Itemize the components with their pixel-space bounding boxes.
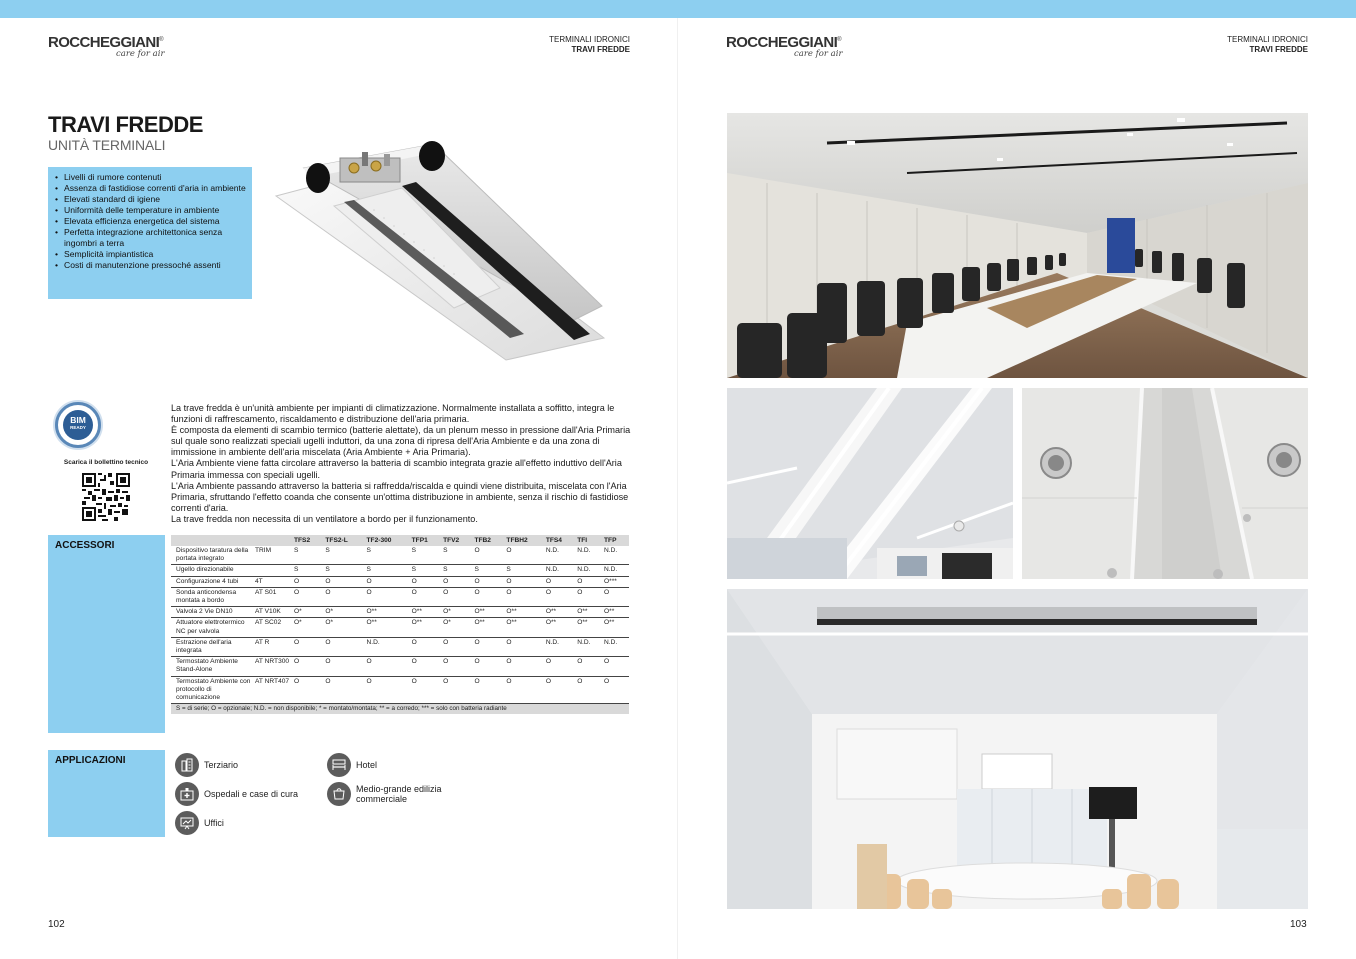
table-cell: N.D. bbox=[575, 637, 602, 656]
table-row-code: AT V10K bbox=[253, 607, 292, 618]
benefit-item: • Costi di manutenzione pressoché assenti bbox=[54, 260, 246, 271]
table-cell: S bbox=[410, 546, 441, 565]
table-cell: O bbox=[441, 587, 472, 606]
table-cell: O** bbox=[602, 607, 629, 618]
top-color-bar bbox=[0, 0, 1356, 18]
benefit-item: • Assenza di fastidiose correnti d'aria in ambiente bbox=[54, 183, 246, 194]
page-title: TRAVI FREDDE bbox=[48, 112, 203, 137]
table-cell: O bbox=[472, 546, 504, 565]
table-cell: O bbox=[441, 676, 472, 704]
table-cell: O bbox=[292, 587, 323, 606]
table-cell: S bbox=[292, 546, 323, 565]
table-cell: O bbox=[575, 576, 602, 587]
table-cell: O bbox=[504, 657, 543, 676]
presentation-board-icon bbox=[175, 811, 199, 835]
benefits-box bbox=[48, 167, 252, 299]
table-cell: O bbox=[441, 637, 472, 656]
application-hotel: Hotel bbox=[327, 753, 377, 777]
table-cell: O bbox=[504, 576, 543, 587]
table-cell: O bbox=[365, 587, 410, 606]
table-cell: O bbox=[472, 587, 504, 606]
table-cell: O bbox=[410, 657, 441, 676]
application-commerciale: Medio-grande edilizia commerciale bbox=[327, 782, 466, 806]
table-legend-row bbox=[171, 704, 629, 715]
table-cell: O bbox=[292, 676, 323, 704]
table-cell: O bbox=[504, 587, 543, 606]
table-cell: O bbox=[365, 676, 410, 704]
table-row-label: Estrazione dell'aria integrata bbox=[171, 637, 253, 656]
accessories-table: TFS2 TFS2-L TF2-300 TFP1 TFV2 TFB2 TFBH2 TFS4 TFI TFP Dispositivo taratura della portata integrato TRIM S S S S S O O N.D. N.D. N.D. Ugello direzionabile S S S S S S S N.D. N.D. N.D. Configurazione 4 tubi 4T O O O O O O O O O O*** Sonda anticondensa montata a bordo AT S01 O O O O O O O O O O Valvola 2 Vie DN10 AT V10K O* O* O** O** O* O** O** O** O** O** Attuatore elettrotermico NC per valvola AT SC02 O* O* O** O** O* O** O** O** O** O** Estrazione dell'aria integrata AT R O O N.D. O O O O N.D. N.D. N.D. Termostato Ambiente Stand-Alone AT NRT300 O O O O O O O O O O Termostato Ambiente con protocollo di comunicazione AT NRT407 O O O O O O O O O O S = di serie; O = opzionale; N.D. = non disponibile; * = montato/montata; ** = a corredo; *** = solo con batteria radiante bbox=[171, 535, 629, 714]
table-cell: O bbox=[472, 576, 504, 587]
table-cell: O* bbox=[441, 618, 472, 637]
table-cell: O* bbox=[323, 618, 364, 637]
section-label-left: TERMINALI IDRONICI TRAVI FREDDE bbox=[549, 35, 630, 54]
application-terziario: Terziario bbox=[175, 753, 238, 777]
table-cell: N.D. bbox=[602, 565, 629, 576]
table-row-label: Termostato Ambiente Stand-Alone bbox=[171, 657, 253, 676]
table-row bbox=[171, 565, 629, 576]
table-cell: S bbox=[410, 565, 441, 576]
table-cell: O bbox=[323, 657, 364, 676]
table-row-code: 4T bbox=[253, 576, 292, 587]
table-cell: O** bbox=[472, 607, 504, 618]
table-cell: O bbox=[504, 546, 543, 565]
qr-download-label: Scarica il bollettino tecnico bbox=[63, 459, 149, 466]
table-cell: N.D. bbox=[544, 546, 575, 565]
table-cell: O** bbox=[602, 618, 629, 637]
table-cell: N.D. bbox=[575, 546, 602, 565]
table-cell: O bbox=[602, 657, 629, 676]
table-cell: O bbox=[410, 587, 441, 606]
table-cell: O** bbox=[544, 607, 575, 618]
benefit-item: • Elevata efficienza energetica del sistema bbox=[54, 216, 246, 227]
table-cell: O bbox=[504, 637, 543, 656]
page-subtitle: UNITÀ TERMINALI bbox=[48, 137, 166, 153]
table-cell: O bbox=[323, 576, 364, 587]
benefit-item: • Elevati standard di igiene bbox=[54, 194, 246, 205]
table-cell: S bbox=[365, 565, 410, 576]
page-spine bbox=[677, 18, 678, 959]
table-cell: O bbox=[472, 657, 504, 676]
table-row-label: Sonda anticondensa montata a bordo bbox=[171, 587, 253, 606]
table-row bbox=[171, 546, 629, 565]
table-cell: O* bbox=[323, 607, 364, 618]
table-row-code: AT NRT407 bbox=[253, 676, 292, 704]
bim-ready-badge[interactable]: BIM READY bbox=[55, 402, 101, 448]
table-row-code bbox=[253, 565, 292, 576]
table-row-code: AT NRT300 bbox=[253, 657, 292, 676]
table-cell: O** bbox=[410, 618, 441, 637]
table-cell: O bbox=[323, 587, 364, 606]
table-cell: O** bbox=[504, 618, 543, 637]
table-row bbox=[171, 576, 629, 587]
table-cell: O* bbox=[292, 618, 323, 637]
section-label-right: TERMINALI IDRONICI TRAVI FREDDE bbox=[1227, 35, 1308, 54]
table-cell: O bbox=[410, 676, 441, 704]
table-cell: S bbox=[365, 546, 410, 565]
table-cell: S bbox=[323, 546, 364, 565]
table-cell: O bbox=[544, 676, 575, 704]
office-building-icon bbox=[175, 753, 199, 777]
table-cell: N.D. bbox=[544, 565, 575, 576]
benefit-item: • Semplicità impiantistica bbox=[54, 249, 246, 260]
table-cell: O bbox=[472, 637, 504, 656]
hospital-icon bbox=[175, 782, 199, 806]
table-cell: O bbox=[292, 576, 323, 587]
shopping-icon bbox=[327, 782, 351, 806]
table-row-code: AT S01 bbox=[253, 587, 292, 606]
table-row bbox=[171, 637, 629, 656]
table-cell: O** bbox=[575, 618, 602, 637]
table-cell: O bbox=[575, 587, 602, 606]
table-cell: O** bbox=[410, 607, 441, 618]
conference-room-photo bbox=[727, 113, 1308, 378]
table-row bbox=[171, 607, 629, 618]
table-cell: O bbox=[441, 576, 472, 587]
table-cell: O bbox=[292, 657, 323, 676]
table-cell: N.D. bbox=[544, 637, 575, 656]
page-number-left: 102 bbox=[48, 919, 65, 930]
product-description: La trave fredda è un'unità ambiente per impianti di climatizzazione. Normalmente installata a soffitto, integra le funzioni di raffrescamento, riscaldamento e distribuzione dell'aria primaria. È composta da elementi di scambio termico (batterie alettate), da un plenum messo in pressione dall'Aria Primaria sul quale sono realizzati speciali ugelli induttori, da una zona di ripresa dell'Aria Ambiente e da una zona di immissione in ambiente dell'aria miscelata (Aria Ambiente + Aria Primaria). L'Aria Ambiente viene fatta circolare attraverso la batteria di scambio integrata grazie all'effetto induttivo dell'Aria Primaria immessa con speciali ugelli. L'Aria Ambiente passando attraverso la batteria si raffredda/riscalda e quindi viene distribuita, miscelata con l'Aria Primaria, sfruttando l'effetto coanda che consente un'ottima distribuzione in ambiente, senza il rischio di fastidiose correnti d'aria. La trave fredda non necessita di un ventilatore a bordo per il funzionamento. bbox=[171, 403, 631, 524]
table-cell: O* bbox=[441, 607, 472, 618]
chilled-beam-product-image bbox=[274, 138, 610, 362]
table-cell: O** bbox=[365, 618, 410, 637]
ceiling-beams-photo bbox=[727, 388, 1013, 579]
table-cell: O** bbox=[472, 618, 504, 637]
table-cell: O bbox=[410, 576, 441, 587]
table-cell: O bbox=[544, 576, 575, 587]
table-row-label: Attuatore elettrotermico NC per valvola bbox=[171, 618, 253, 637]
table-row-code: AT SC02 bbox=[253, 618, 292, 637]
table-cell: O bbox=[292, 637, 323, 656]
table-cell: O*** bbox=[602, 576, 629, 587]
table-cell: S bbox=[504, 565, 543, 576]
application-uffici: Uffici bbox=[175, 811, 224, 835]
table-cell: S bbox=[323, 565, 364, 576]
table-row-label: Dispositivo taratura della portata integrato bbox=[171, 546, 253, 565]
table-row bbox=[171, 587, 629, 606]
applicazioni-label-box: APPLICAZIONI bbox=[48, 750, 165, 837]
table-cell: N.D. bbox=[602, 637, 629, 656]
table-cell: O bbox=[575, 657, 602, 676]
table-cell: O bbox=[323, 637, 364, 656]
application-ospedali: Ospedali e case di cura bbox=[175, 782, 298, 806]
table-cell: O bbox=[544, 587, 575, 606]
table-row-label: Configurazione 4 tubi bbox=[171, 576, 253, 587]
table-cell: O bbox=[365, 576, 410, 587]
table-cell: O bbox=[410, 637, 441, 656]
table-cell: O** bbox=[504, 607, 543, 618]
table-cell: O** bbox=[365, 607, 410, 618]
qr-code-icon[interactable] bbox=[82, 473, 130, 521]
table-row-code: TRIM bbox=[253, 546, 292, 565]
table-cell: O bbox=[602, 587, 629, 606]
table-row bbox=[171, 618, 629, 637]
ceiling-diffuser-photo bbox=[1022, 388, 1308, 579]
table-row bbox=[171, 676, 629, 704]
accessori-label-box: ACCESSORI bbox=[48, 535, 165, 733]
brand-logo-right: ROCCHEGGIANI® care for air bbox=[726, 34, 843, 59]
table-row bbox=[171, 657, 629, 676]
meeting-room-photo bbox=[727, 589, 1308, 909]
table-cell: O* bbox=[292, 607, 323, 618]
table-cell: O bbox=[365, 657, 410, 676]
table-cell: O bbox=[504, 676, 543, 704]
table-cell: O bbox=[602, 676, 629, 704]
page-number-right: 103 bbox=[1290, 919, 1307, 930]
table-cell: S bbox=[472, 565, 504, 576]
table-cell: O bbox=[575, 676, 602, 704]
table-cell: O** bbox=[575, 607, 602, 618]
table-cell: N.D. bbox=[365, 637, 410, 656]
table-cell: S bbox=[292, 565, 323, 576]
table-row-label: Termostato Ambiente con protocollo di comunicazione bbox=[171, 676, 253, 704]
benefit-item: • Livelli di rumore contenuti bbox=[54, 172, 246, 183]
table-row-label: Valvola 2 Vie DN10 bbox=[171, 607, 253, 618]
table-cell: O bbox=[544, 657, 575, 676]
benefit-item: • Perfetta integrazione architettonica senza ingombri a terra bbox=[54, 227, 246, 249]
table-cell: N.D. bbox=[602, 546, 629, 565]
table-cell: O bbox=[323, 676, 364, 704]
table-cell: O bbox=[441, 657, 472, 676]
brand-logo-left: ROCCHEGGIANI® care for air bbox=[48, 34, 165, 59]
table-cell: S bbox=[441, 565, 472, 576]
table-cell: S bbox=[441, 546, 472, 565]
table-cell: O bbox=[472, 676, 504, 704]
table-legend: S = di serie; O = opzionale; N.D. = non disponibile; * = montato/montata; ** = a corredo; *** = solo con batteria radiante bbox=[171, 704, 629, 715]
table-row-code: AT R bbox=[253, 637, 292, 656]
benefit-item: • Uniformità delle temperature in ambiente bbox=[54, 205, 246, 216]
table-cell: O** bbox=[544, 618, 575, 637]
table-row-label: Ugello direzionabile bbox=[171, 565, 253, 576]
table-cell: N.D. bbox=[575, 565, 602, 576]
hotel-bed-icon bbox=[327, 753, 351, 777]
